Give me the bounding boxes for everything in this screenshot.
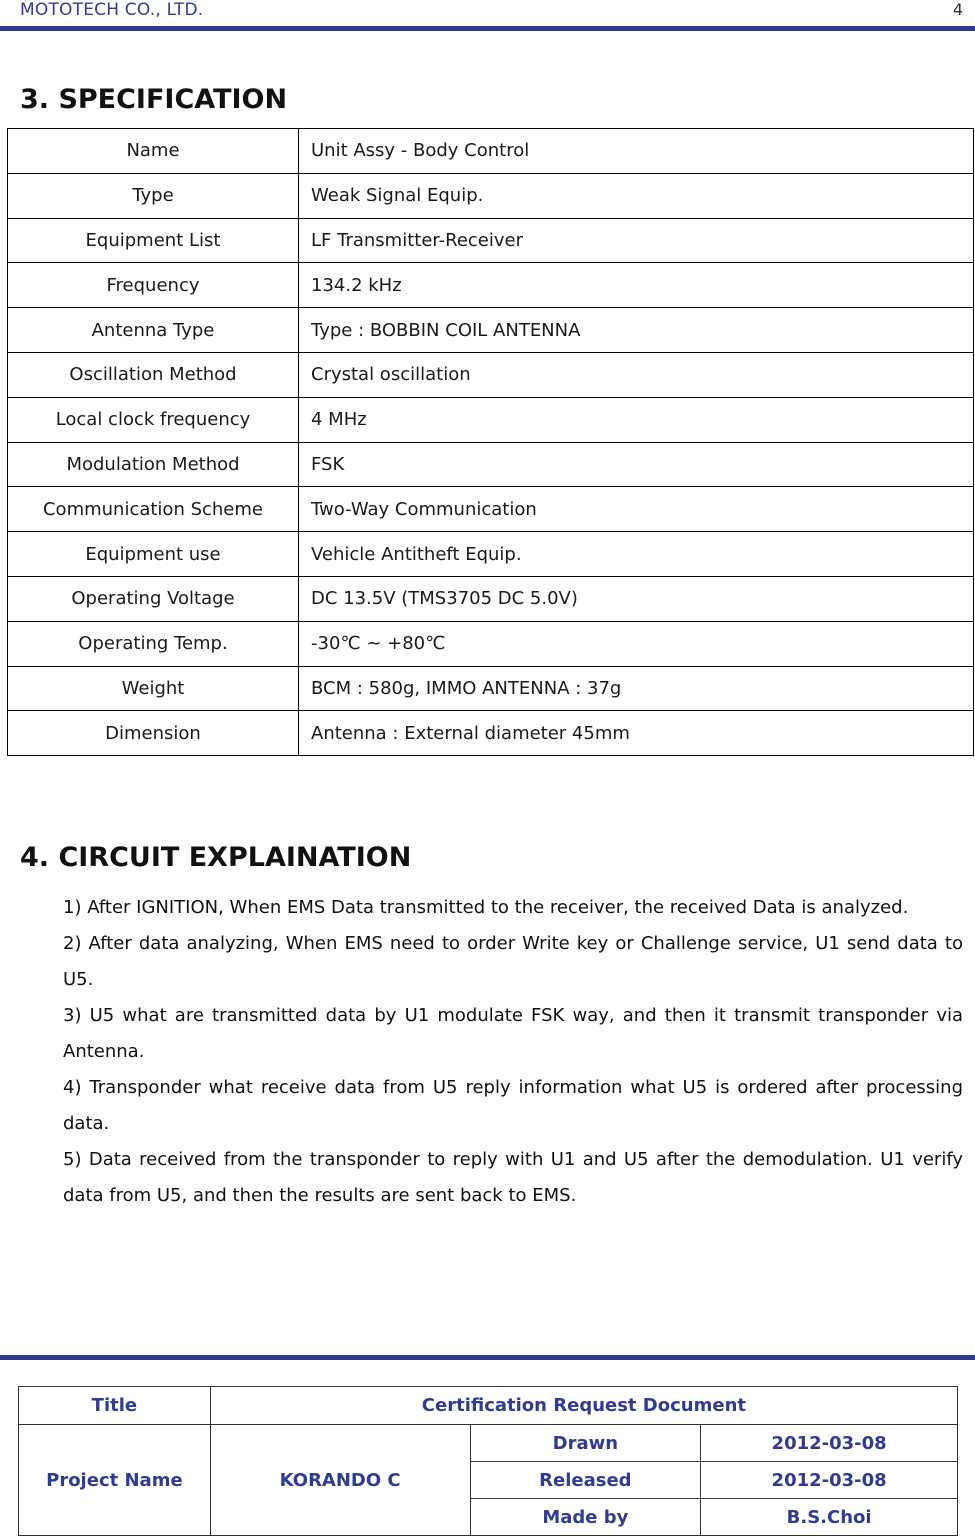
section-title-specification: 3. SPECIFICATION — [20, 84, 288, 115]
spec-value: Unit Assy - Body Control — [299, 129, 974, 174]
made-by-value: B.S.Choi — [701, 1499, 958, 1536]
spec-row — [8, 263, 974, 308]
spec-value: 134.2 kHz — [299, 263, 974, 308]
spec-row — [8, 442, 974, 487]
circuit-step: 1) After IGNITION, When EMS Data transmitted to the receiver, the received Data is analyzed. — [63, 897, 909, 918]
spec-value: Two-Way Communication — [299, 487, 974, 532]
released-label: Released — [470, 1462, 701, 1499]
spec-value: Antenna : External diameter 45mm — [299, 711, 974, 756]
spec-label: Operating Temp. — [8, 621, 299, 666]
footer-divider — [0, 1355, 975, 1360]
spec-value: LF Transmitter-Receiver — [299, 218, 974, 263]
made-by-label: Made by — [470, 1499, 701, 1536]
header-divider — [0, 26, 975, 31]
drawn-date: 2012-03-08 — [701, 1425, 958, 1462]
title-label: Title — [19, 1387, 211, 1425]
spec-row — [8, 129, 974, 174]
document-info-table — [18, 1386, 958, 1536]
circuit-explanation — [63, 890, 963, 1214]
spec-label: Type — [8, 173, 299, 218]
spec-value: -30℃ ~ +80℃ — [299, 621, 974, 666]
spec-label: Weight — [8, 666, 299, 711]
spec-value: BCM : 580g, IMMO ANTENNA : 37g — [299, 666, 974, 711]
company-name: MOTOTECH CO., LTD. — [20, 0, 204, 20]
spec-row — [8, 218, 974, 263]
spec-value: Weak Signal Equip. — [299, 173, 974, 218]
spec-value: Type : BOBBIN COIL ANTENNA — [299, 308, 974, 353]
spec-value: DC 13.5V (TMS3705 DC 5.0V) — [299, 576, 974, 621]
specification-table — [7, 128, 974, 756]
title-value: Certification Request Document — [210, 1387, 957, 1425]
spec-row — [8, 711, 974, 756]
spec-label: Frequency — [8, 263, 299, 308]
section-title-circuit: 4. CIRCUIT EXPLAINATION — [20, 842, 412, 873]
spec-value: 4 MHz — [299, 397, 974, 442]
spec-label: Operating Voltage — [8, 576, 299, 621]
spec-label: Name — [8, 129, 299, 174]
circuit-step: 5) Data received from the transponder to reply with U1 and U5 after the demodulation. U1 verify data from U5, and then the results are sent back to EMS. — [63, 1149, 963, 1206]
project-name-value: KORANDO C — [210, 1425, 470, 1536]
released-date: 2012-03-08 — [701, 1462, 958, 1499]
spec-label: Dimension — [8, 711, 299, 756]
spec-row — [8, 576, 974, 621]
spec-row — [8, 621, 974, 666]
page-number: 4 — [952, 0, 963, 19]
drawn-label: Drawn — [470, 1425, 701, 1462]
spec-row — [8, 352, 974, 397]
spec-row — [8, 173, 974, 218]
spec-value: Crystal oscillation — [299, 352, 974, 397]
spec-label: Communication Scheme — [8, 487, 299, 532]
project-name-label: Project Name — [19, 1425, 211, 1536]
spec-label: Equipment List — [8, 218, 299, 263]
spec-label: Equipment use — [8, 532, 299, 577]
spec-value: FSK — [299, 442, 974, 487]
spec-row — [8, 666, 974, 711]
spec-label: Antenna Type — [8, 308, 299, 353]
spec-row — [8, 397, 974, 442]
spec-row — [8, 308, 974, 353]
spec-row — [8, 532, 974, 577]
spec-label: Oscillation Method — [8, 352, 299, 397]
spec-value: Vehicle Antitheft Equip. — [299, 532, 974, 577]
spec-label: Modulation Method — [8, 442, 299, 487]
circuit-step: 4) Transponder what receive data from U5 reply information what U5 is ordered after processing data. — [63, 1077, 963, 1134]
spec-label: Local clock frequency — [8, 397, 299, 442]
spec-row — [8, 487, 974, 532]
circuit-step: 3) U5 what are transmitted data by U1 modulate FSK way, and then it transmit transponder via Antenna. — [63, 1005, 963, 1062]
circuit-step: 2) After data analyzing, When EMS need to order Write key or Challenge service, U1 send data to U5. — [63, 933, 963, 990]
